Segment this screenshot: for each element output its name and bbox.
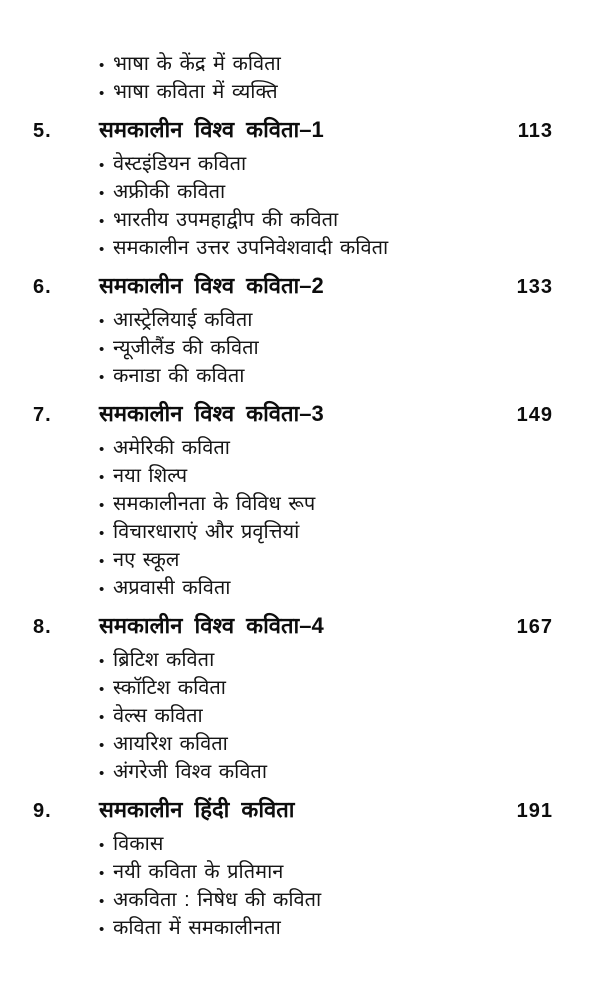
toc-sub-item bbox=[99, 150, 560, 178]
toc-sub-item-label: स्कॉटिश कविता bbox=[113, 677, 226, 699]
toc-sub-item-label: अकविता : निषेध की कविता bbox=[113, 889, 322, 911]
toc-sub-item bbox=[99, 702, 560, 730]
bullet-icon: • bbox=[99, 497, 105, 514]
toc-sub-item-label: कविता में समकालीनता bbox=[113, 917, 281, 939]
toc-chapter-page-number: 167 bbox=[516, 616, 553, 638]
toc-sub-item-label: नए स्कूल bbox=[113, 549, 180, 571]
bullet-icon: • bbox=[99, 185, 105, 202]
toc-sub-item-label: अफ्रीकी कविता bbox=[113, 181, 226, 203]
bullet-icon: • bbox=[99, 241, 105, 258]
bullet-icon: • bbox=[99, 213, 105, 230]
bullet-icon: • bbox=[99, 681, 105, 698]
bullet-icon: • bbox=[99, 865, 105, 882]
toc-sub-item bbox=[99, 730, 560, 758]
toc-sub-item bbox=[99, 858, 560, 886]
toc-sub-item bbox=[99, 830, 560, 858]
toc-chapter-number: 5. bbox=[33, 120, 52, 142]
bullet-icon: • bbox=[99, 553, 105, 570]
toc-sub-item bbox=[99, 490, 560, 518]
toc-sub-item bbox=[99, 574, 560, 602]
toc-sub-item-label: कनाडा की कविता bbox=[113, 365, 245, 387]
toc-sub-item-label: भाषा के केंद्र में कविता bbox=[113, 53, 281, 75]
toc-sub-item bbox=[99, 758, 560, 786]
toc-chapter-number: 9. bbox=[33, 800, 52, 822]
toc-chapter-title: समकालीन हिंदी कविता bbox=[99, 797, 295, 822]
toc-sub-item-label: न्यूजीलैंड की कविता bbox=[113, 337, 259, 359]
toc-chapter-page-number: 113 bbox=[517, 120, 553, 142]
toc-chapter-row bbox=[0, 399, 600, 429]
toc-sub-item bbox=[99, 434, 560, 462]
bullet-icon: • bbox=[99, 369, 105, 386]
toc-sub-item bbox=[99, 78, 560, 106]
bullet-icon: • bbox=[99, 441, 105, 458]
bullet-icon: • bbox=[99, 581, 105, 598]
toc-sub-item bbox=[99, 334, 560, 362]
toc-sub-item-label: समकालीनता के विविध रूप bbox=[113, 493, 316, 515]
toc-sub-item-label: समकालीन उत्तर उपनिवेशवादी कविता bbox=[113, 237, 389, 259]
toc-sub-item-label: नया शिल्प bbox=[113, 465, 188, 487]
toc-sub-item-label: वेल्स कविता bbox=[113, 705, 203, 727]
toc-sub-item-label: विचारधाराएं और प्रवृत्तियां bbox=[113, 521, 300, 543]
toc-chapter-title: समकालीन विश्व कविता–2 bbox=[99, 273, 324, 298]
bullet-icon: • bbox=[99, 921, 105, 938]
toc-sub-item-label: भाषा कविता में व्यक्ति bbox=[113, 81, 278, 103]
toc-sub-item bbox=[99, 178, 560, 206]
toc-chapter-page-number: 149 bbox=[516, 404, 553, 426]
bullet-icon: • bbox=[99, 653, 105, 670]
bullet-icon: • bbox=[99, 737, 105, 754]
toc-sub-item bbox=[99, 646, 560, 674]
bullet-icon: • bbox=[99, 85, 105, 102]
toc-sub-item bbox=[99, 50, 560, 78]
toc-chapter-row bbox=[0, 611, 600, 641]
toc-sub-item bbox=[99, 518, 560, 546]
toc-sub-item-label: अंगरेजी विश्व कविता bbox=[113, 761, 268, 783]
toc-sub-item bbox=[99, 886, 560, 914]
toc-sub-item-label: ब्रिटिश कविता bbox=[113, 649, 215, 671]
toc-sub-item bbox=[99, 234, 560, 262]
bullet-icon: • bbox=[99, 893, 105, 910]
toc-sub-item-label: नयी कविता के प्रतिमान bbox=[113, 861, 284, 883]
toc-sub-item-label: विकास bbox=[113, 833, 164, 855]
bullet-icon: • bbox=[99, 341, 105, 358]
bullet-icon: • bbox=[99, 709, 105, 726]
toc-sub-item bbox=[99, 674, 560, 702]
bullet-icon: • bbox=[99, 313, 105, 330]
toc-sub-item-label: अप्रवासी कविता bbox=[113, 577, 231, 599]
bullet-icon: • bbox=[99, 157, 105, 174]
toc-chapter-row bbox=[0, 795, 600, 825]
toc-chapter-page-number: 191 bbox=[516, 800, 553, 822]
bullet-icon: • bbox=[99, 837, 105, 854]
toc-sub-item bbox=[99, 206, 560, 234]
toc-sub-item bbox=[99, 546, 560, 574]
toc-chapter-title: समकालीन विश्व कविता–3 bbox=[99, 401, 324, 426]
bullet-icon: • bbox=[99, 469, 105, 486]
toc-chapter-row bbox=[0, 115, 600, 145]
toc-sub-item bbox=[99, 362, 560, 390]
toc-chapter-number: 6. bbox=[33, 276, 52, 298]
bullet-icon: • bbox=[99, 765, 105, 782]
toc-chapter-row bbox=[0, 271, 600, 301]
toc-sub-item-label: आस्ट्रेलियाई कविता bbox=[113, 309, 253, 331]
toc-sub-item-label: वेस्टइंडियन कविता bbox=[113, 153, 247, 175]
toc-sub-item-label: आयरिश कविता bbox=[113, 733, 228, 755]
bullet-icon: • bbox=[99, 57, 105, 74]
toc-chapter-number: 7. bbox=[33, 404, 52, 426]
toc-chapter-number: 8. bbox=[33, 616, 52, 638]
toc-sub-item bbox=[99, 462, 560, 490]
toc-sub-item bbox=[99, 914, 560, 942]
toc-sub-item-label: अमेरिकी कविता bbox=[113, 437, 230, 459]
toc-chapter-page-number: 133 bbox=[516, 276, 553, 298]
toc-chapter-title: समकालीन विश्व कविता–1 bbox=[99, 117, 324, 142]
toc-chapter-title: समकालीन विश्व कविता–4 bbox=[99, 613, 324, 638]
toc-sub-item-label: भारतीय उपमहाद्वीप की कविता bbox=[113, 209, 339, 231]
toc-sub-item bbox=[99, 306, 560, 334]
bullet-icon: • bbox=[99, 525, 105, 542]
